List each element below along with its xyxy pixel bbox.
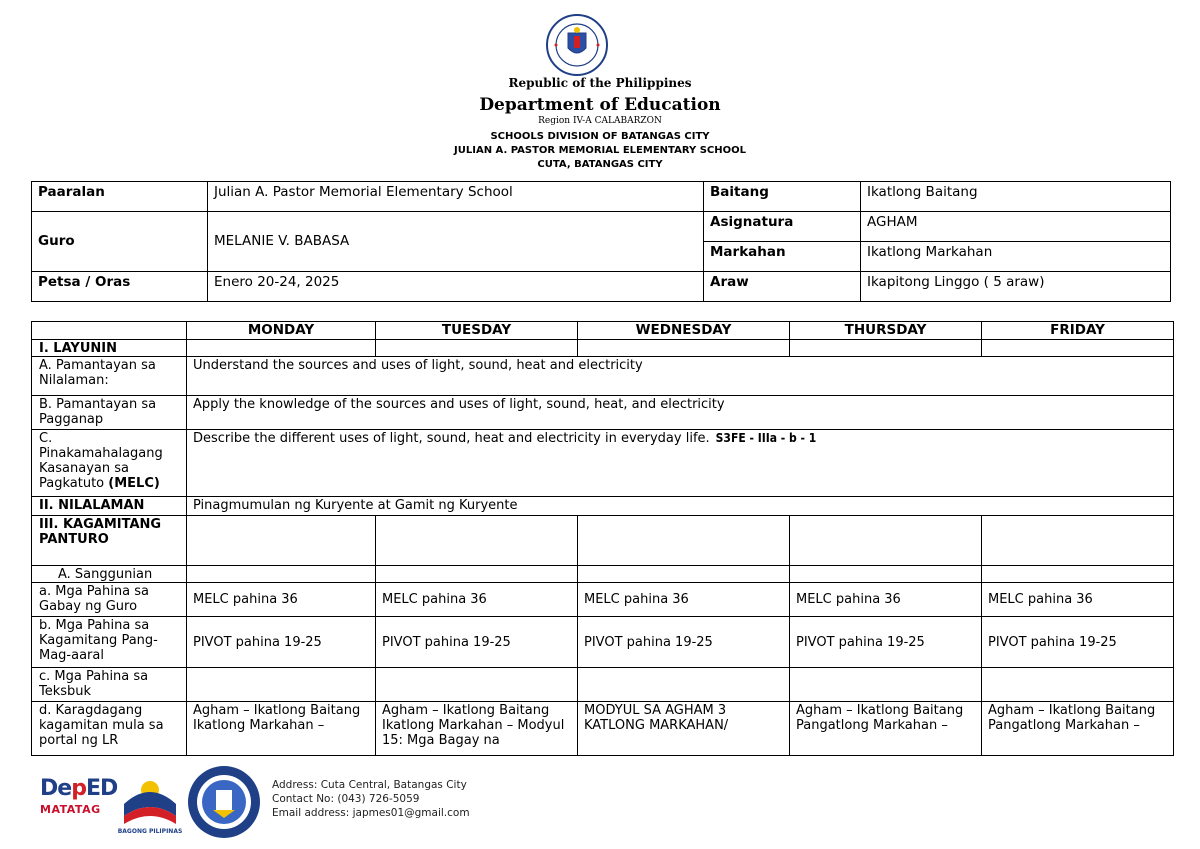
petsa-value: Enero 20-24, 2025 [208,272,704,302]
gabay-guro-wed: MELC pahina 36 [578,583,790,617]
deped-seal-icon [546,14,608,76]
paaralan-value: Julian A. Pastor Memorial Elementary School [208,182,704,212]
lesson-table [31,321,1174,756]
markahan-value: Ikatlong Markahan [861,242,1171,272]
guro-label: Guro [32,212,208,272]
lr-tue: Agham – Ikatlong Baitang Ikatlong Markahan – Modyul 15: Mga Bagay na [376,702,578,756]
lr-thu: Agham – Ikatlong Baitang Pangatlong Markahan – [790,702,982,756]
mag-aaral-tue: PIVOT pahina 19-25 [376,617,578,668]
mag-aaral-wed: PIVOT pahina 19-25 [578,617,790,668]
day-header-row [32,322,1174,340]
mag-aaral-fri: PIVOT pahina 19-25 [982,617,1174,668]
sanggunian-label: A. Sanggunian [32,566,187,583]
araw-value: Ikapitong Linggo ( 5 araw) [861,272,1171,302]
day-friday: FRIDAY [982,322,1174,340]
bagong-pilipinas-icon [118,770,182,828]
contact-line: Contact No: (043) 726-5059 [272,793,420,805]
school-contact [272,778,470,820]
lr-wed: MODYUL SA AGHAM 3 KATLONG MARKAHAN/ [578,702,790,756]
markahan-label: Markahan [704,242,861,272]
day-monday: MONDAY [187,322,376,340]
guro-value: MELANIE V. BABASA [208,212,704,272]
asignatura-value: AGHAM [861,212,1171,242]
email-line: Email address: japmes01@gmail.com [272,807,470,819]
gabay-guro-thu: MELC pahina 36 [790,583,982,617]
paaralan-label: Paaralan [32,182,208,212]
lr-fri: Agham – Ikatlong Baitang Pangatlong Markahan – [982,702,1174,756]
melc-text: Describe the different uses of light, sound, heat and electricity in everyday life. S3FE - IIIa - b - 1 [187,430,1174,497]
nilalaman-label: II. NILALAMAN [32,497,187,516]
lr-portal-label: d. Karagdagang kagamitan mula sa portal ng LR [32,702,187,756]
matatag-wordmark: MATATAG [40,803,101,816]
info-table [31,181,1171,302]
kagamitan-label: III. KAGAMITANG PANTURO [32,516,187,566]
lr-mon: Agham – Ikatlong Baitang Ikatlong Markahan – [187,702,376,756]
republic-line: Republic of the Philippines [508,76,692,90]
araw-label: Araw [704,272,861,302]
nilalaman-text: Pinagmumulan ng Kuryente at Gamit ng Kuryente [187,497,1174,516]
pamantayan-nilalaman-label: A. Pamantayan sa Nilalaman: [32,357,187,396]
pamantayan-nilalaman-text: Understand the sources and uses of light, sound, heat and electricity [187,357,1174,396]
city-line: CUTA, BATANGAS CITY [537,159,663,170]
melc-code: S3FE - IIIa - b - 1 [715,431,817,445]
melc-label: C. Pinakamahalagang Kasanayan sa Pagkatuto (MELC) [32,430,187,497]
gabay-guro-fri: MELC pahina 36 [982,583,1174,617]
mag-aaral-label: b. Mga Pahina sa Kagamitang Pang-Mag-aaral [32,617,187,668]
gabay-guro-tue: MELC pahina 36 [376,583,578,617]
division-line: SCHOOLS DIVISION OF BATANGAS CITY [490,131,710,142]
school-seal-icon [186,764,262,840]
region-line: Region IV-A CALABARZON [538,116,662,126]
baitang-value: Ikatlong Baitang [861,182,1171,212]
layunin-label: I. LAYUNIN [32,340,187,357]
day-tuesday: TUESDAY [376,322,578,340]
department-title: Department of Education [479,95,721,115]
asignatura-label: Asignatura [704,212,861,242]
deped-matatag-logo [40,776,118,816]
gabay-guro-label: a. Mga Pahina sa Gabay ng Guro [32,583,187,617]
pamantayan-pagganap-text: Apply the knowledge of the sources and uses of light, sound, heat, and electricity [187,396,1174,430]
deped-wordmark: DepED [40,776,118,801]
address-line: Address: Cuta Central, Batangas City [272,779,467,791]
footer [0,758,1200,849]
petsa-label: Petsa / Oras [32,272,208,302]
mag-aaral-mon: PIVOT pahina 19-25 [187,617,376,668]
bagong-pilipinas-caption: BAGONG PILIPINAS [117,828,183,835]
teksbuk-label: c. Mga Pahina sa Teksbuk [32,668,187,702]
gabay-guro-mon: MELC pahina 36 [187,583,376,617]
school-line: JULIAN A. PASTOR MEMORIAL ELEMENTARY SCHOOL [454,145,746,156]
baitang-label: Baitang [704,182,861,212]
day-thursday: THURSDAY [790,322,982,340]
pamantayan-pagganap-label: B. Pamantayan sa Pagganap [32,396,187,430]
mag-aaral-thu: PIVOT pahina 19-25 [790,617,982,668]
day-wednesday: WEDNESDAY [578,322,790,340]
bagong-pilipinas-logo [118,770,182,836]
